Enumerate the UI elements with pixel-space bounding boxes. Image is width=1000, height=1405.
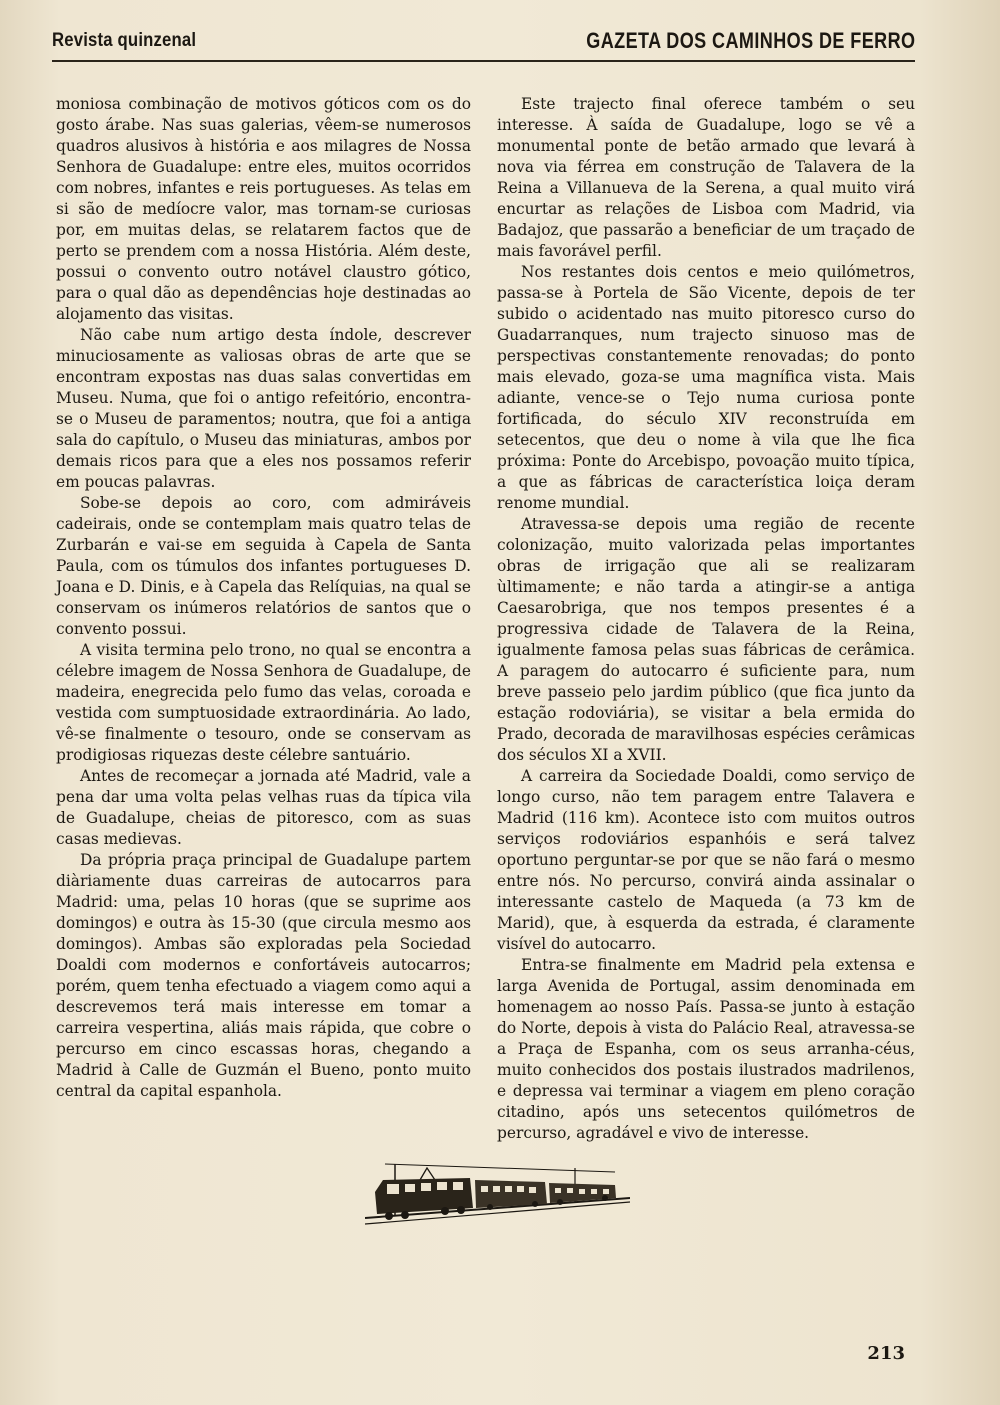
page-number: 213 [867, 1343, 905, 1364]
header-right-title: GAZETA DOS CAMINHOS DE FERRO [585, 28, 915, 53]
paragraph: Da própria praça principal de Guadalupe partem diàriamente duas carreiras de autocarros para Madrid: uma, pelas 10 horas (que se suprime aos domingos) e outra às 15-30 (que circula mesmo aos domingos). Ambas são exploradas pela Sociedad Doaldi com modernos e confortáveis autocarros; porém, quem tenha efectuado a viagem como aqui a descrevemos terá mais interesse em tomar a carreira vespertina, aliás mais rápida, que cobre o percurso em cinco escassas horas, chegando a Madrid à Calle de Guzmán el Bueno, ponto muito central da capital espanhola. [56, 851, 471, 1100]
right-column [497, 94, 915, 1144]
paragraph: Não cabe num artigo desta índole, descrever minuciosamente as valiosas obras de arte que se encontram expostas nas duas salas convertidas em Museu. Numa, que foi o antigo refeitório, encontra-se o Museu de paramentos; noutra, que foi a antiga sala do capítulo, o Museu das miniaturas, ambos por demais ricos para que a eles nos possamos referir em poucas palavras. [56, 326, 471, 491]
paragraph: Antes de recomeçar a jornada até Madrid, vale a pena dar uma volta pelas velhas ruas da típica vila de Guadalupe, cheias de pitoresco, com as suas casas medievas. [56, 767, 471, 848]
paragraph: A visita termina pelo trono, no qual se encontra a célebre imagem de Nossa Senhora de Guadalupe, de madeira, enegrecida pelo fumo das velas, coroada e vestida com sumptuosidade extraordinária. Ao lado, vê-se finalmente o tesouro, onde se conservam as prodigiosas riquezas deste célebre santuário. [56, 641, 471, 764]
paragraph: Entra-se finalmente em Madrid pela extensa e larga Avenida de Portugal, assim denominada em homenagem ao nosso País. Passa-se junto à estação do Norte, depois à vista do Palácio Real, atravessa-se a Praça de Espanha, com os seus arranha-céus, muito conhecidos dos postais ilustrados madrilenos, e depressa vai terminar a viagem em pleno coração citadino, após uns setecentos quilómetros de percurso, agradável e vivo de interesse. [497, 956, 915, 1142]
page-header [52, 26, 915, 62]
train-engraving-icon [365, 1158, 630, 1230]
left-column [56, 94, 471, 1102]
paragraph: Sobe-se depois ao coro, com admiráveis cadeirais, onde se contemplam mais quatro telas de Zurbarán e vai-se em seguida à Capela de Santa Paula, com os túmulos dos infantes portugueses D. Joana e D. Dinis, e à Capela das Relíquias, na qual se conservam os inúmeros relatórios de santos que o convento possui. [56, 494, 471, 638]
paragraph: Atravessa-se depois uma região de recente colonização, muito valorizada pelas importantes obras de irrigação que ali se realizaram ùltimamente; e não tarda a atingir-se a antiga Caesarobriga, que nos tempos presentes é a progressiva cidade de Talavera de la Reina, igualmente famosa pelas suas fábricas de cerâmica. A paragem do autocarro é suficiente para, num breve passeio pelo jardim público (que fica junto da estação rodoviária), se visitar a bela ermida do Prado, decorada de maravilhosas espécies cerâmicas dos séculos XI a XVII. [497, 515, 915, 764]
paragraph: Nos restantes dois centos e meio quilómetros, passa-se à Portela de São Vicente, depois de ter subido o acidentado nas muito pitoresco curso do Guadarranques, num trajecto sinuoso mas de perspectivas constantemente renovadas; do ponto mais elevado, goza-se uma magnífica vista. Mais adiante, vence-se o Tejo numa curiosa ponte fortificada, do século XIV reconstruída em setecentos, que deu o nome à vila que lhe fica próxima: Ponte do Arcebispo, povoação muito típica, a que as fábricas de característica loiça deram renome mundial. [497, 263, 915, 512]
paragraph: Este trajecto final oferece também o seu interesse. À saída de Guadalupe, logo se vê a monumental ponte de betão armado que levará à nova via férrea em construção de Talavera de la Reina a Villanueva de la Serena, a qual muito virá encurtar as relações de Lisboa com Madrid, via Badajoz, que passarão a beneficiar de um traçado de mais favorável perfil. [497, 95, 915, 260]
paragraph: A carreira da Sociedade Doaldi, como serviço de longo curso, não tem paragem entre Talavera e Madrid (116 km). Acontece isto com muitos outros serviços rodoviários espanhóis e será talvez oportuno perguntar-se por que se não fará o mesmo entre nós. No percurso, convirá ainda assinalar o interessante castelo de Maqueda (a 73 km de Marid), que, à esquerda da estrada, é claramente visível do autocarro. [497, 767, 915, 953]
paragraph: moniosa combinação de motivos góticos com os do gosto árabe. Nas suas galerias, vêem-se numerosos quadros alusivos à história e aos milagres de Nossa Senhora de Guadalupe: entre eles, muitos ocorridos com nobres, infantes e reis portugueses. As telas em si são de medíocre valor, mas tornam-se curiosas por, em muitas delas, se relatarem factos que de perto se prendem com a nossa História. Além deste, possui o convento outro notável claustro gótico, para o qual dão as dependências hoje destinadas ao alojamento das visitas. [56, 95, 471, 323]
header-left-title: Revista quinzenal [52, 30, 197, 51]
